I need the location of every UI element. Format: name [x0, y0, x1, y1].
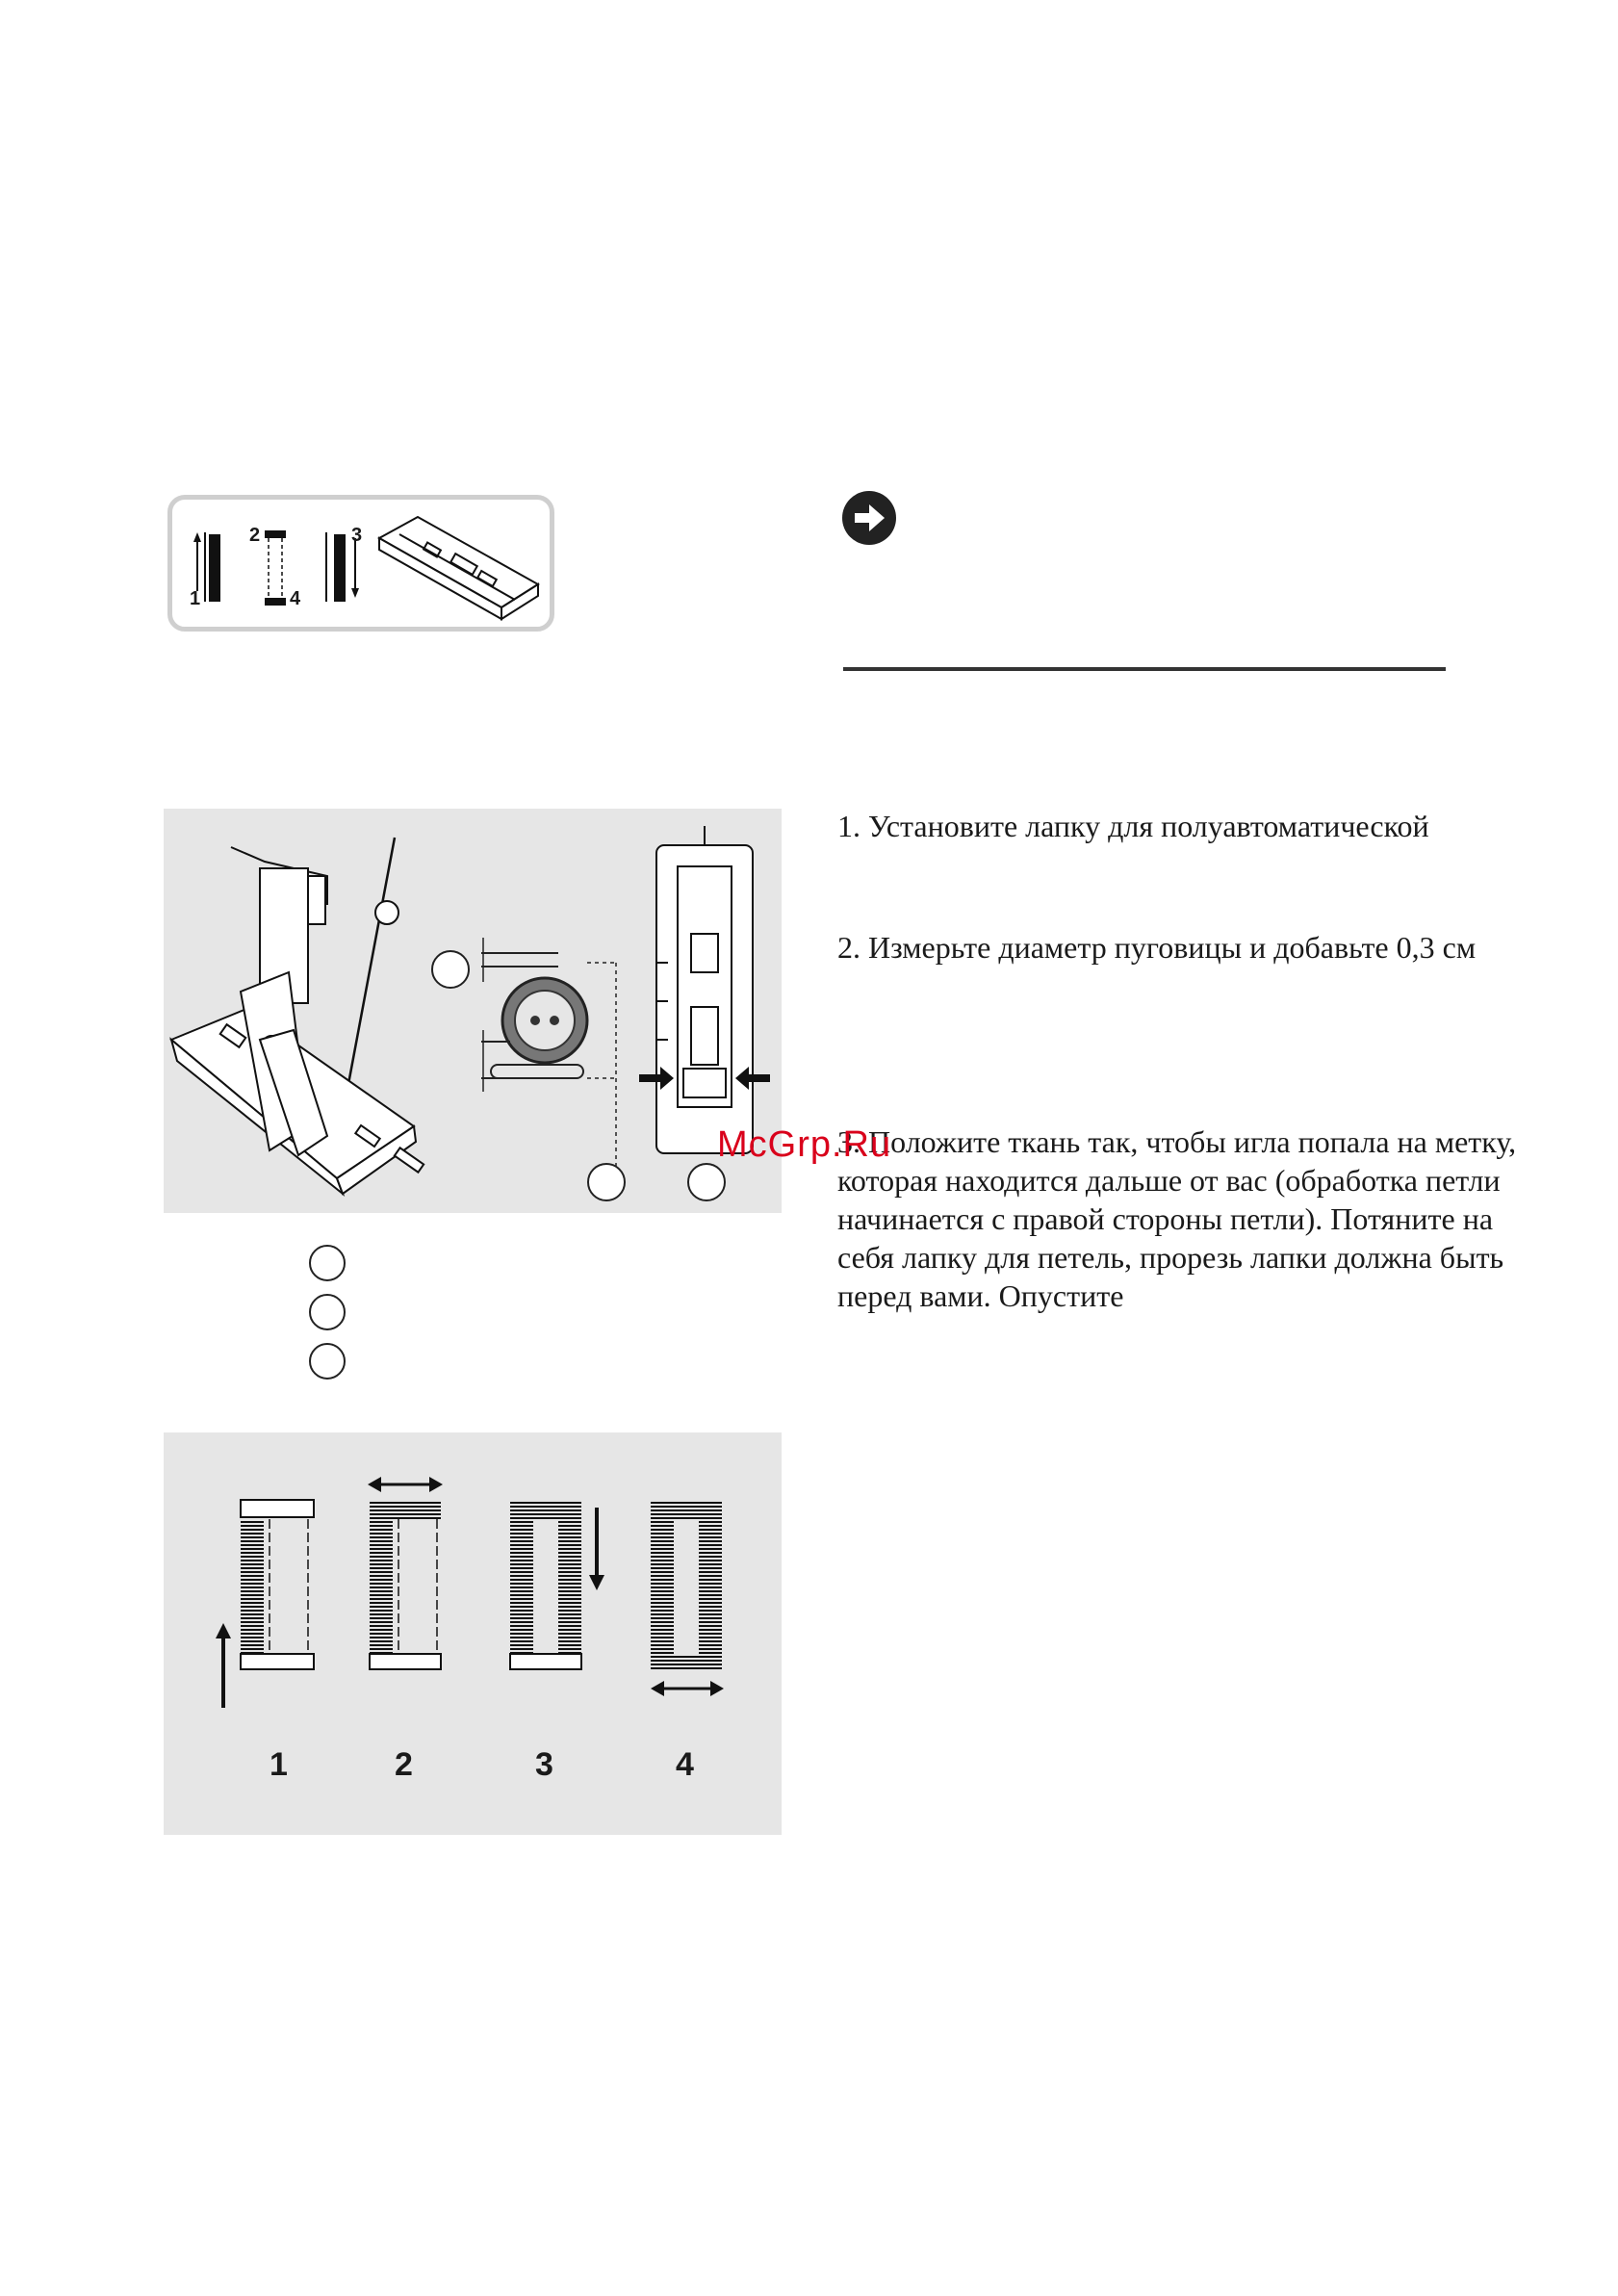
sequence-number-4: 4: [676, 1746, 694, 1783]
sequence-number-1: 1: [270, 1746, 288, 1783]
arrow-right-circle-icon: [840, 489, 898, 547]
step-3-text: 3. Положите ткань так, чтобы игла попала на метку, которая находится дальше от вас (обработка петли начинается с правой стороны петли). Потяните на себя лапку для петель, прорезь лапки должна быть перед вами. Опустите: [837, 1124, 1517, 1313]
legend-marker-3: [309, 1343, 346, 1380]
pattern-label-2: 2: [249, 525, 261, 546]
pattern-card: [167, 495, 554, 632]
watermark: McGrp.Ru: [717, 1124, 892, 1165]
legend-marker-2: [309, 1294, 346, 1330]
pattern-label-3: 3: [351, 525, 363, 546]
step-1-text: 1. Установите лапку для полуавтоматической: [837, 809, 1429, 843]
sequence-number-3: 3: [535, 1746, 553, 1783]
buttonhole-steps-icon: [172, 500, 550, 627]
section-divider: [843, 667, 1446, 671]
step-2-text: 2. Измерьте диаметр пуговицы и добавьте 0,3 см: [837, 930, 1477, 965]
presser-foot-illustration: [164, 809, 782, 1213]
foot-figure-panel: [164, 809, 782, 1213]
buttonhole-sequence-panel: [164, 1432, 782, 1835]
pattern-label-1: 1: [190, 588, 201, 609]
sequence-number-2: 2: [395, 1746, 413, 1783]
pattern-label-4: 4: [290, 588, 301, 609]
legend-marker-1: [309, 1245, 346, 1281]
